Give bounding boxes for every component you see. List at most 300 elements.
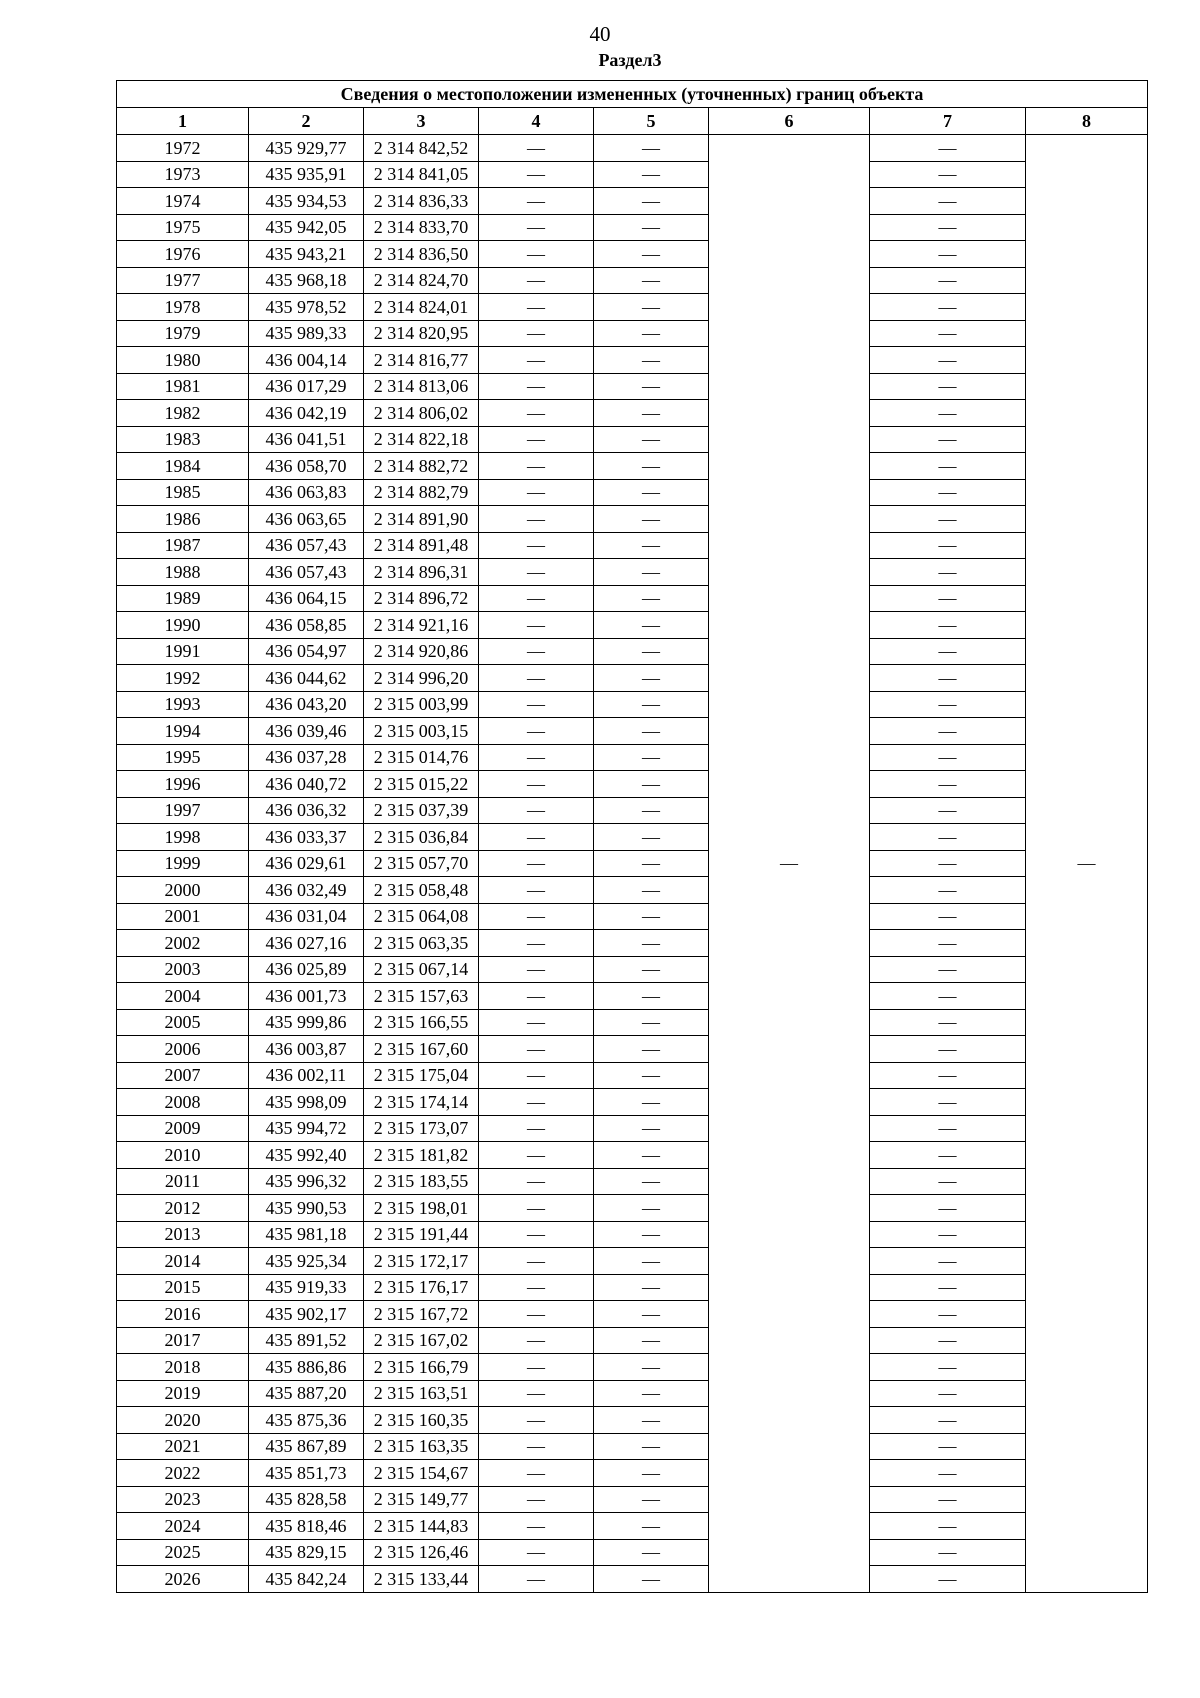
column-7-dash-cell: — bbox=[870, 161, 1026, 188]
coordinate-x-cell: 436 041,51 bbox=[249, 426, 364, 453]
column-4-dash-cell: — bbox=[479, 479, 594, 506]
column-7-dash-cell: — bbox=[870, 559, 1026, 586]
point-number-cell: 1982 bbox=[117, 400, 249, 427]
coordinate-x-cell: 435 999,86 bbox=[249, 1009, 364, 1036]
column-7-dash-cell: — bbox=[870, 744, 1026, 771]
column-7-dash-cell: — bbox=[870, 638, 1026, 665]
table-row bbox=[117, 241, 1148, 268]
coordinate-x-cell: 436 054,97 bbox=[249, 638, 364, 665]
table-row bbox=[117, 1380, 1148, 1407]
column-5-dash-cell: — bbox=[594, 1433, 709, 1460]
coordinate-y-cell: 2 315 157,63 bbox=[364, 983, 479, 1010]
column-5-dash-cell: — bbox=[594, 559, 709, 586]
table-row bbox=[117, 718, 1148, 745]
table-row bbox=[117, 1195, 1148, 1222]
coordinate-y-cell: 2 315 057,70 bbox=[364, 850, 479, 877]
column-5-dash-cell: — bbox=[594, 956, 709, 983]
column-7-dash-cell: — bbox=[870, 1142, 1026, 1169]
coordinate-x-cell: 435 978,52 bbox=[249, 294, 364, 321]
coordinate-x-cell: 435 829,15 bbox=[249, 1539, 364, 1566]
column-7-dash-cell: — bbox=[870, 453, 1026, 480]
column-7-dash-cell: — bbox=[870, 532, 1026, 559]
column-5-dash-cell: — bbox=[594, 1301, 709, 1328]
column-5-dash-cell: — bbox=[594, 506, 709, 533]
point-number-cell: 1983 bbox=[117, 426, 249, 453]
column-4-dash-cell: — bbox=[479, 744, 594, 771]
table-row bbox=[117, 1539, 1148, 1566]
column-7-dash-cell: — bbox=[870, 1009, 1026, 1036]
column-4-dash-cell: — bbox=[479, 1248, 594, 1275]
column-header-row bbox=[117, 108, 1148, 135]
column-4-dash-cell: — bbox=[479, 797, 594, 824]
point-number-cell: 2001 bbox=[117, 903, 249, 930]
column-4-dash-cell: — bbox=[479, 214, 594, 241]
column-4-dash-cell: — bbox=[479, 241, 594, 268]
coordinate-y-cell: 2 315 063,35 bbox=[364, 930, 479, 957]
coordinate-y-cell: 2 315 166,79 bbox=[364, 1354, 479, 1381]
column-header-3: 3 bbox=[364, 108, 479, 135]
column-header-5: 5 bbox=[594, 108, 709, 135]
point-number-cell: 2009 bbox=[117, 1115, 249, 1142]
coordinate-y-cell: 2 315 198,01 bbox=[364, 1195, 479, 1222]
column-7-dash-cell: — bbox=[870, 373, 1026, 400]
point-number-cell: 2003 bbox=[117, 956, 249, 983]
column-5-dash-cell: — bbox=[594, 1486, 709, 1513]
coordinate-x-cell: 435 925,34 bbox=[249, 1248, 364, 1275]
coordinate-y-cell: 2 315 015,22 bbox=[364, 771, 479, 798]
point-number-cell: 2024 bbox=[117, 1513, 249, 1540]
table-row bbox=[117, 1221, 1148, 1248]
coordinate-x-cell: 436 033,37 bbox=[249, 824, 364, 851]
table-row bbox=[117, 1036, 1148, 1063]
column-4-dash-cell: — bbox=[479, 1274, 594, 1301]
point-number-cell: 1990 bbox=[117, 612, 249, 639]
coordinate-y-cell: 2 315 176,17 bbox=[364, 1274, 479, 1301]
table-row bbox=[117, 771, 1148, 798]
point-number-cell: 1978 bbox=[117, 294, 249, 321]
table-row bbox=[117, 1089, 1148, 1116]
point-number-cell: 2013 bbox=[117, 1221, 249, 1248]
boundary-coordinates-table bbox=[116, 80, 1148, 1593]
point-number-cell: 1980 bbox=[117, 347, 249, 374]
point-number-cell: 1975 bbox=[117, 214, 249, 241]
coordinate-y-cell: 2 315 003,99 bbox=[364, 691, 479, 718]
coordinate-x-cell: 435 943,21 bbox=[249, 241, 364, 268]
column-7-dash-cell: — bbox=[870, 135, 1026, 162]
coordinate-y-cell: 2 314 816,77 bbox=[364, 347, 479, 374]
column-7-dash-cell: — bbox=[870, 1301, 1026, 1328]
column-4-dash-cell: — bbox=[479, 638, 594, 665]
column-7-dash-cell: — bbox=[870, 1380, 1026, 1407]
coordinate-x-cell: 435 929,77 bbox=[249, 135, 364, 162]
table-row bbox=[117, 506, 1148, 533]
column-4-dash-cell: — bbox=[479, 426, 594, 453]
table-row bbox=[117, 1168, 1148, 1195]
point-number-cell: 1986 bbox=[117, 506, 249, 533]
column-4-dash-cell: — bbox=[479, 1036, 594, 1063]
coordinate-x-cell: 435 990,53 bbox=[249, 1195, 364, 1222]
column-4-dash-cell: — bbox=[479, 453, 594, 480]
table-row bbox=[117, 479, 1148, 506]
point-number-cell: 2005 bbox=[117, 1009, 249, 1036]
column-5-dash-cell: — bbox=[594, 1274, 709, 1301]
column-4-dash-cell: — bbox=[479, 718, 594, 745]
table-row bbox=[117, 1566, 1148, 1593]
coordinate-y-cell: 2 315 181,82 bbox=[364, 1142, 479, 1169]
column-5-dash-cell: — bbox=[594, 1142, 709, 1169]
table-row bbox=[117, 956, 1148, 983]
coordinate-x-cell: 436 017,29 bbox=[249, 373, 364, 400]
table-row bbox=[117, 824, 1148, 851]
column-7-dash-cell: — bbox=[870, 1460, 1026, 1487]
coordinate-y-cell: 2 314 820,95 bbox=[364, 320, 479, 347]
coordinate-y-cell: 2 314 920,86 bbox=[364, 638, 479, 665]
point-number-cell: 2006 bbox=[117, 1036, 249, 1063]
column-7-dash-cell: — bbox=[870, 956, 1026, 983]
coordinate-y-cell: 2 315 167,60 bbox=[364, 1036, 479, 1063]
table-row bbox=[117, 797, 1148, 824]
point-number-cell: 2014 bbox=[117, 1248, 249, 1275]
table-row bbox=[117, 585, 1148, 612]
point-number-cell: 1972 bbox=[117, 135, 249, 162]
point-number-cell: 2007 bbox=[117, 1062, 249, 1089]
column-7-dash-cell: — bbox=[870, 983, 1026, 1010]
coordinate-y-cell: 2 314 891,48 bbox=[364, 532, 479, 559]
point-number-cell: 1998 bbox=[117, 824, 249, 851]
table-row bbox=[117, 1486, 1148, 1513]
column-7-dash-cell: — bbox=[870, 1089, 1026, 1116]
coordinate-x-cell: 435 996,32 bbox=[249, 1168, 364, 1195]
coordinate-y-cell: 2 315 014,76 bbox=[364, 744, 479, 771]
coordinate-x-cell: 436 004,14 bbox=[249, 347, 364, 374]
point-number-cell: 1997 bbox=[117, 797, 249, 824]
column-5-dash-cell: — bbox=[594, 718, 709, 745]
coordinate-y-cell: 2 315 067,14 bbox=[364, 956, 479, 983]
point-number-cell: 1993 bbox=[117, 691, 249, 718]
column-7-dash-cell: — bbox=[870, 294, 1026, 321]
point-number-cell: 1979 bbox=[117, 320, 249, 347]
column-4-dash-cell: — bbox=[479, 691, 594, 718]
coordinate-x-cell: 436 043,20 bbox=[249, 691, 364, 718]
column-5-dash-cell: — bbox=[594, 850, 709, 877]
table-row bbox=[117, 930, 1148, 957]
column-4-dash-cell: — bbox=[479, 267, 594, 294]
column-7-dash-cell: — bbox=[870, 1327, 1026, 1354]
column-4-dash-cell: — bbox=[479, 612, 594, 639]
column-5-dash-cell: — bbox=[594, 188, 709, 215]
table-row bbox=[117, 267, 1148, 294]
column-7-dash-cell: — bbox=[870, 1539, 1026, 1566]
coordinate-x-cell: 436 029,61 bbox=[249, 850, 364, 877]
coordinate-x-cell: 436 057,43 bbox=[249, 532, 364, 559]
coordinate-y-cell: 2 314 996,20 bbox=[364, 665, 479, 692]
column-7-dash-cell: — bbox=[870, 1433, 1026, 1460]
coordinate-y-cell: 2 314 896,31 bbox=[364, 559, 479, 586]
table-row bbox=[117, 559, 1148, 586]
coordinate-x-cell: 435 828,58 bbox=[249, 1486, 364, 1513]
table-row bbox=[117, 1009, 1148, 1036]
table-row bbox=[117, 1407, 1148, 1434]
point-number-cell: 1988 bbox=[117, 559, 249, 586]
column-7-dash-cell: — bbox=[870, 479, 1026, 506]
table-row bbox=[117, 1115, 1148, 1142]
coordinate-y-cell: 2 315 144,83 bbox=[364, 1513, 479, 1540]
point-number-cell: 1992 bbox=[117, 665, 249, 692]
coordinate-x-cell: 436 039,46 bbox=[249, 718, 364, 745]
coordinate-y-cell: 2 314 921,16 bbox=[364, 612, 479, 639]
coordinate-x-cell: 435 867,89 bbox=[249, 1433, 364, 1460]
column-4-dash-cell: — bbox=[479, 161, 594, 188]
column-5-dash-cell: — bbox=[594, 824, 709, 851]
column-5-dash-cell: — bbox=[594, 877, 709, 904]
column-4-dash-cell: — bbox=[479, 1433, 594, 1460]
coordinate-y-cell: 2 315 166,55 bbox=[364, 1009, 479, 1036]
point-number-cell: 2020 bbox=[117, 1407, 249, 1434]
column-5-dash-cell: — bbox=[594, 903, 709, 930]
table-row bbox=[117, 877, 1148, 904]
point-number-cell: 1981 bbox=[117, 373, 249, 400]
coordinate-y-cell: 2 315 163,51 bbox=[364, 1380, 479, 1407]
point-number-cell: 1989 bbox=[117, 585, 249, 612]
table-row bbox=[117, 691, 1148, 718]
point-number-cell: 2002 bbox=[117, 930, 249, 957]
coordinate-y-cell: 2 315 058,48 bbox=[364, 877, 479, 904]
column-5-dash-cell: — bbox=[594, 771, 709, 798]
column-4-dash-cell: — bbox=[479, 824, 594, 851]
column-7-dash-cell: — bbox=[870, 347, 1026, 374]
column-4-dash-cell: — bbox=[479, 665, 594, 692]
coordinate-x-cell: 435 818,46 bbox=[249, 1513, 364, 1540]
column-4-dash-cell: — bbox=[479, 1168, 594, 1195]
column-7-dash-cell: — bbox=[870, 797, 1026, 824]
coordinate-x-cell: 435 934,53 bbox=[249, 188, 364, 215]
column-4-dash-cell: — bbox=[479, 1221, 594, 1248]
column-header-7: 7 bbox=[870, 108, 1026, 135]
coordinate-x-cell: 435 902,17 bbox=[249, 1301, 364, 1328]
table-row bbox=[117, 1513, 1148, 1540]
table-row bbox=[117, 1327, 1148, 1354]
point-number-cell: 2015 bbox=[117, 1274, 249, 1301]
column-5-dash-cell: — bbox=[594, 585, 709, 612]
table-row bbox=[117, 612, 1148, 639]
table-caption: Сведения о местоположении измененных (уточненных) границ объекта bbox=[117, 81, 1148, 108]
coordinate-y-cell: 2 314 836,33 bbox=[364, 188, 479, 215]
column-5-dash-cell: — bbox=[594, 400, 709, 427]
table-row bbox=[117, 638, 1148, 665]
point-number-cell: 1976 bbox=[117, 241, 249, 268]
table-row bbox=[117, 1433, 1148, 1460]
coordinate-y-cell: 2 315 173,07 bbox=[364, 1115, 479, 1142]
column-5-dash-cell: — bbox=[594, 1036, 709, 1063]
column-4-dash-cell: — bbox=[479, 135, 594, 162]
table-row bbox=[117, 850, 1148, 877]
table-row bbox=[117, 426, 1148, 453]
column-5-dash-cell: — bbox=[594, 161, 709, 188]
table-row bbox=[117, 320, 1148, 347]
column-7-dash-cell: — bbox=[870, 612, 1026, 639]
column-4-dash-cell: — bbox=[479, 1062, 594, 1089]
column-4-dash-cell: — bbox=[479, 400, 594, 427]
point-number-cell: 1996 bbox=[117, 771, 249, 798]
coordinate-x-cell: 436 031,04 bbox=[249, 903, 364, 930]
column-7-dash-cell: — bbox=[870, 1062, 1026, 1089]
page-number: 40 bbox=[589, 22, 611, 46]
point-number-cell: 1987 bbox=[117, 532, 249, 559]
column-5-dash-cell: — bbox=[594, 214, 709, 241]
coordinate-y-cell: 2 314 841,05 bbox=[364, 161, 479, 188]
column-7-dash-cell: — bbox=[870, 1036, 1026, 1063]
column-5-dash-cell: — bbox=[594, 267, 709, 294]
column-7-dash-cell: — bbox=[870, 426, 1026, 453]
coordinate-y-cell: 2 314 891,90 bbox=[364, 506, 479, 533]
coordinate-x-cell: 436 002,11 bbox=[249, 1062, 364, 1089]
column-4-dash-cell: — bbox=[479, 1115, 594, 1142]
table-row bbox=[117, 135, 1148, 162]
coordinate-y-cell: 2 315 149,77 bbox=[364, 1486, 479, 1513]
coordinate-y-cell: 2 315 133,44 bbox=[364, 1566, 479, 1593]
table-row bbox=[117, 161, 1148, 188]
coordinate-y-cell: 2 314 882,72 bbox=[364, 453, 479, 480]
table-row bbox=[117, 1062, 1148, 1089]
column-5-dash-cell: — bbox=[594, 1221, 709, 1248]
column-header-2: 2 bbox=[249, 108, 364, 135]
column-5-dash-cell: — bbox=[594, 1248, 709, 1275]
column-5-dash-cell: — bbox=[594, 1354, 709, 1381]
column-4-dash-cell: — bbox=[479, 320, 594, 347]
column-8-dash-cell: — bbox=[1026, 135, 1148, 1593]
column-4-dash-cell: — bbox=[479, 1460, 594, 1487]
table-row bbox=[117, 400, 1148, 427]
column-6-dash-cell: — bbox=[709, 135, 870, 1593]
column-5-dash-cell: — bbox=[594, 453, 709, 480]
coordinate-y-cell: 2 315 036,84 bbox=[364, 824, 479, 851]
table-row bbox=[117, 744, 1148, 771]
column-4-dash-cell: — bbox=[479, 1142, 594, 1169]
column-5-dash-cell: — bbox=[594, 347, 709, 374]
coordinate-y-cell: 2 315 003,15 bbox=[364, 718, 479, 745]
coordinate-y-cell: 2 315 126,46 bbox=[364, 1539, 479, 1566]
column-4-dash-cell: — bbox=[479, 1301, 594, 1328]
column-header-6: 6 bbox=[709, 108, 870, 135]
column-4-dash-cell: — bbox=[479, 1327, 594, 1354]
column-4-dash-cell: — bbox=[479, 294, 594, 321]
column-5-dash-cell: — bbox=[594, 426, 709, 453]
coordinate-y-cell: 2 315 172,17 bbox=[364, 1248, 479, 1275]
column-header-4: 4 bbox=[479, 108, 594, 135]
coordinate-x-cell: 435 942,05 bbox=[249, 214, 364, 241]
point-number-cell: 1977 bbox=[117, 267, 249, 294]
coordinate-x-cell: 435 919,33 bbox=[249, 1274, 364, 1301]
table-row bbox=[117, 347, 1148, 374]
column-7-dash-cell: — bbox=[870, 1274, 1026, 1301]
table-row bbox=[117, 1460, 1148, 1487]
coordinate-x-cell: 436 037,28 bbox=[249, 744, 364, 771]
column-5-dash-cell: — bbox=[594, 294, 709, 321]
table-row bbox=[117, 1142, 1148, 1169]
table-row bbox=[117, 532, 1148, 559]
column-7-dash-cell: — bbox=[870, 1486, 1026, 1513]
point-number-cell: 2000 bbox=[117, 877, 249, 904]
column-7-dash-cell: — bbox=[870, 1115, 1026, 1142]
point-number-cell: 2016 bbox=[117, 1301, 249, 1328]
point-number-cell: 1994 bbox=[117, 718, 249, 745]
column-5-dash-cell: — bbox=[594, 1115, 709, 1142]
coordinate-x-cell: 436 058,70 bbox=[249, 453, 364, 480]
coordinate-x-cell: 435 992,40 bbox=[249, 1142, 364, 1169]
column-5-dash-cell: — bbox=[594, 797, 709, 824]
coordinate-y-cell: 2 315 183,55 bbox=[364, 1168, 479, 1195]
table-row bbox=[117, 453, 1148, 480]
coordinate-x-cell: 436 032,49 bbox=[249, 877, 364, 904]
coordinate-y-cell: 2 315 175,04 bbox=[364, 1062, 479, 1089]
coordinate-y-cell: 2 314 824,01 bbox=[364, 294, 479, 321]
point-number-cell: 2004 bbox=[117, 983, 249, 1010]
coordinate-y-cell: 2 314 896,72 bbox=[364, 585, 479, 612]
coordinate-y-cell: 2 315 064,08 bbox=[364, 903, 479, 930]
column-4-dash-cell: — bbox=[479, 930, 594, 957]
column-7-dash-cell: — bbox=[870, 718, 1026, 745]
coordinate-y-cell: 2 314 822,18 bbox=[364, 426, 479, 453]
column-7-dash-cell: — bbox=[870, 1248, 1026, 1275]
column-4-dash-cell: — bbox=[479, 1407, 594, 1434]
column-7-dash-cell: — bbox=[870, 506, 1026, 533]
column-4-dash-cell: — bbox=[479, 188, 594, 215]
point-number-cell: 1995 bbox=[117, 744, 249, 771]
coordinate-x-cell: 435 886,86 bbox=[249, 1354, 364, 1381]
point-number-cell: 1984 bbox=[117, 453, 249, 480]
table-row bbox=[117, 294, 1148, 321]
column-4-dash-cell: — bbox=[479, 983, 594, 1010]
column-5-dash-cell: — bbox=[594, 373, 709, 400]
coordinate-y-cell: 2 315 167,02 bbox=[364, 1327, 479, 1354]
column-5-dash-cell: — bbox=[594, 665, 709, 692]
column-7-dash-cell: — bbox=[870, 320, 1026, 347]
coordinate-y-cell: 2 314 806,02 bbox=[364, 400, 479, 427]
column-7-dash-cell: — bbox=[870, 665, 1026, 692]
coordinate-y-cell: 2 315 154,67 bbox=[364, 1460, 479, 1487]
point-number-cell: 2018 bbox=[117, 1354, 249, 1381]
point-number-cell: 2026 bbox=[117, 1566, 249, 1593]
column-5-dash-cell: — bbox=[594, 1460, 709, 1487]
column-7-dash-cell: — bbox=[870, 1168, 1026, 1195]
column-4-dash-cell: — bbox=[479, 1513, 594, 1540]
point-number-cell: 2017 bbox=[117, 1327, 249, 1354]
column-7-dash-cell: — bbox=[870, 903, 1026, 930]
column-5-dash-cell: — bbox=[594, 1168, 709, 1195]
table-row bbox=[117, 903, 1148, 930]
column-7-dash-cell: — bbox=[870, 824, 1026, 851]
table-row bbox=[117, 983, 1148, 1010]
column-7-dash-cell: — bbox=[870, 241, 1026, 268]
table-row bbox=[117, 188, 1148, 215]
coordinate-x-cell: 436 044,62 bbox=[249, 665, 364, 692]
point-number-cell: 2021 bbox=[117, 1433, 249, 1460]
column-5-dash-cell: — bbox=[594, 320, 709, 347]
column-4-dash-cell: — bbox=[479, 1089, 594, 1116]
column-7-dash-cell: — bbox=[870, 188, 1026, 215]
column-5-dash-cell: — bbox=[594, 1513, 709, 1540]
column-5-dash-cell: — bbox=[594, 744, 709, 771]
column-4-dash-cell: — bbox=[479, 559, 594, 586]
coordinate-x-cell: 435 887,20 bbox=[249, 1380, 364, 1407]
point-number-cell: 2025 bbox=[117, 1539, 249, 1566]
column-7-dash-cell: — bbox=[870, 585, 1026, 612]
coordinate-x-cell: 436 040,72 bbox=[249, 771, 364, 798]
point-number-cell: 2012 bbox=[117, 1195, 249, 1222]
table-row bbox=[117, 1248, 1148, 1275]
coordinate-x-cell: 436 001,73 bbox=[249, 983, 364, 1010]
coordinate-x-cell: 435 981,18 bbox=[249, 1221, 364, 1248]
